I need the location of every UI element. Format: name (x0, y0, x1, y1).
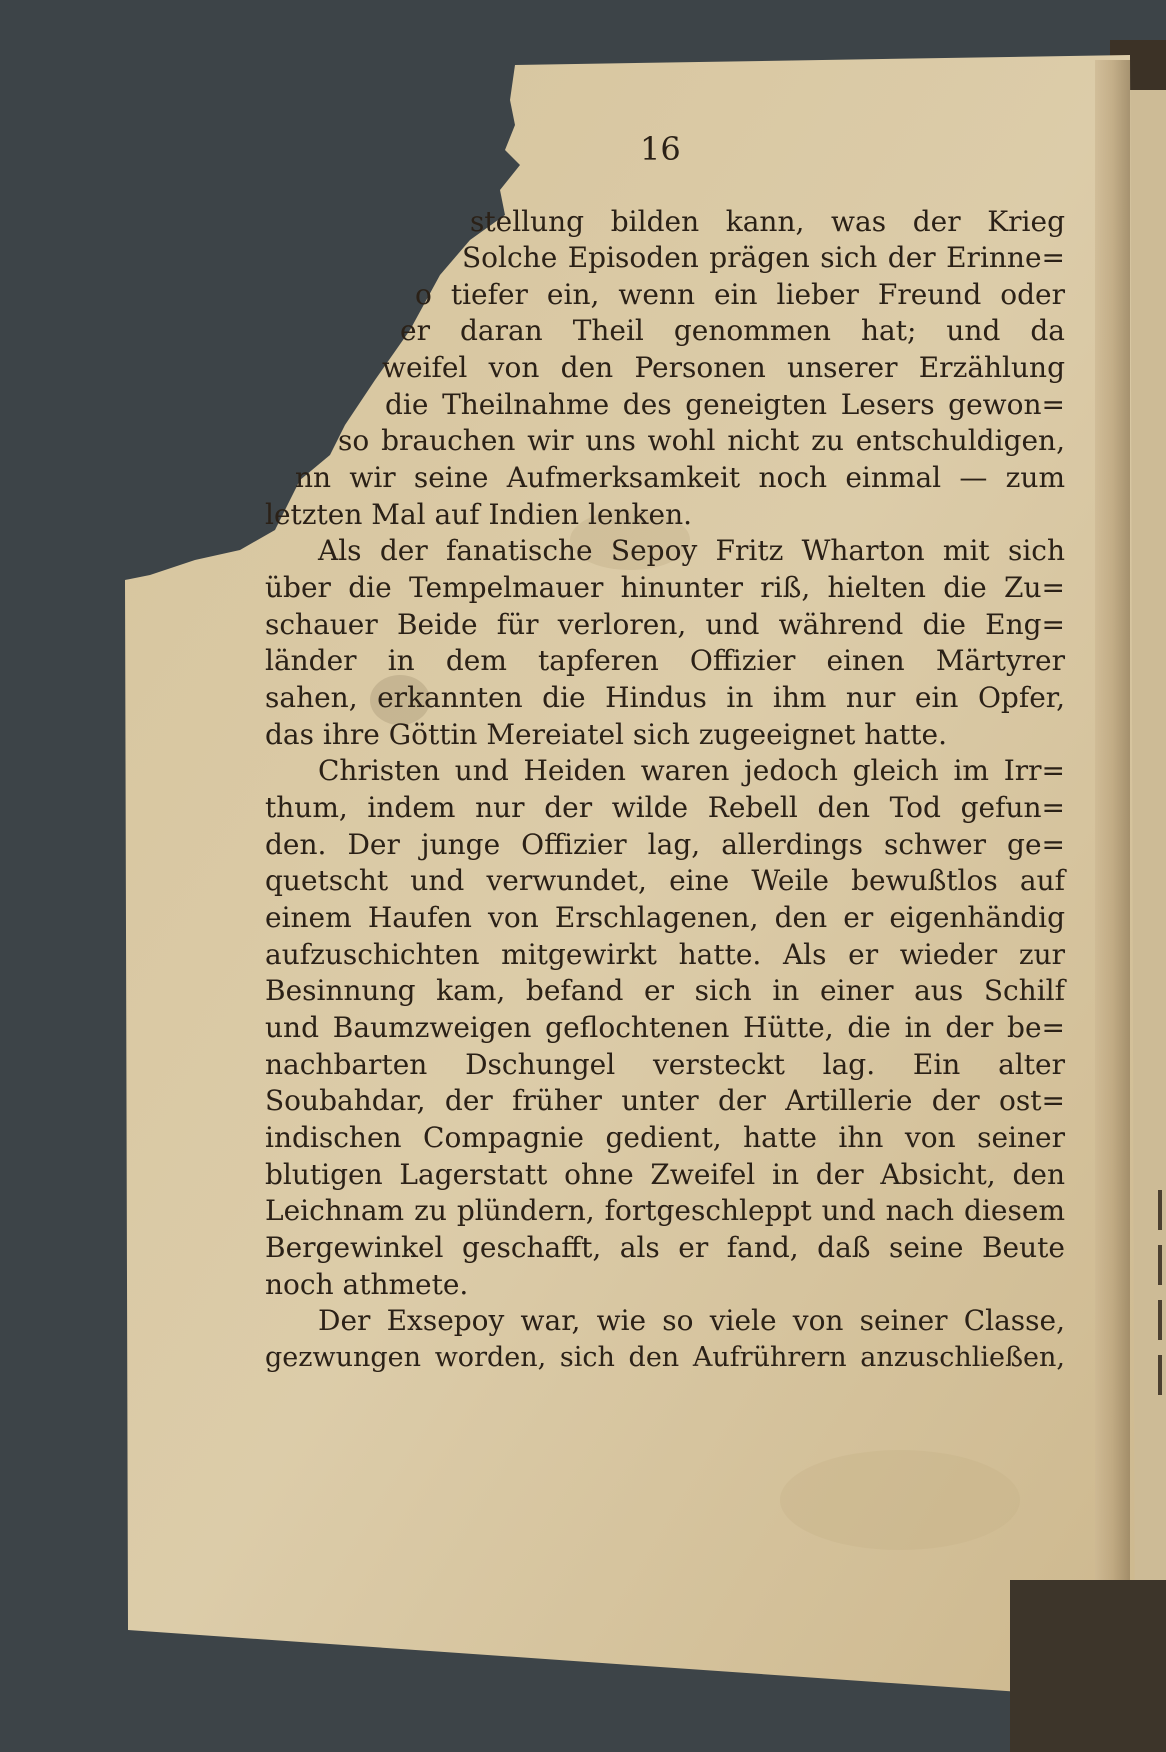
text-line: letzten Mal auf Indien lenken. (265, 498, 692, 531)
text-line: Bergewinkel geschafft, als er fand, daß seine Beute (265, 1231, 1065, 1264)
text-line: blutigen Lagerstatt ohne Zweifel in der Absicht, den (265, 1158, 1065, 1191)
text-line: Als der fanatische Sepoy Fritz Wharton mit sich (318, 534, 1065, 567)
text-line: die Theilnahme des geneigten Lesers gewon= (385, 388, 1065, 421)
text-line: quetscht und verwundet, eine Weile bewußtlos auf (265, 864, 1065, 897)
text-line: über die Tempelmauer hinunter riß, hielten die Zu= (265, 571, 1065, 604)
text-line: gezwungen worden, sich den Aufrührern anzuschließen, (265, 1342, 1065, 1373)
text-line: indischen Compagnie gedient, hatte ihn von seiner (265, 1121, 1065, 1154)
text-line: schauer Beide für verloren, und während die Eng= (265, 608, 1065, 641)
text-line: nn wir seine Aufmerksamkeit noch einmal — zum (295, 461, 1065, 494)
text-line: Besinnung kam, befand er sich in einer aus Schilf (265, 974, 1065, 1007)
text-line: Solche Episoden prägen sich der Erinne= (462, 241, 1065, 274)
text-line: nachbarten Dschungel versteckt lag. Ein alter (265, 1048, 1065, 1081)
text-line: er daran Theil genommen hat; und da (400, 314, 1065, 347)
page-number: 16 (640, 130, 681, 168)
text-line: das ihre Göttin Mereiatel sich zugeeignet hatte. (265, 718, 947, 751)
text-line: o tiefer ein, wenn ein lieber Freund oder (415, 278, 1065, 311)
text-line: sahen, erkannten die Hindus in ihm nur ein Opfer, (265, 681, 1065, 714)
text-line: einem Haufen von Erschlagenen, den er eigenhändig (265, 901, 1065, 934)
text-line: länder in dem tapferen Offizier einen Märtyrer (265, 644, 1065, 677)
text-line: so brauchen wir uns wohl nicht zu entschuldigen, (338, 424, 1065, 457)
text-line: den. Der junge Offizier lag, allerdings schwer ge= (265, 828, 1065, 861)
text-line: Der Exsepoy war, wie so viele von seiner Classe, (318, 1304, 1065, 1337)
text-line: Leichnam zu plündern, fortgeschleppt und nach diesem (265, 1194, 1065, 1227)
text-line: weifel von den Personen unserer Erzählung (382, 351, 1065, 384)
text-line: Christen und Heiden waren jedoch gleich im Irr= (318, 754, 1065, 787)
text-line: aufzuschichten mitgewirkt hatte. Als er wieder zur (265, 938, 1065, 971)
text-line: und Baumzweigen geflochtenen Hütte, die in der be= (265, 1011, 1065, 1044)
text-line: thum, indem nur der wilde Rebell den Tod gefun= (265, 791, 1065, 824)
text-line: stellung bilden kann, was der Krieg (470, 205, 1065, 238)
text-line: Soubahdar, der früher unter der Artillerie der ost= (265, 1084, 1065, 1117)
text-line: noch athmete. (265, 1268, 469, 1301)
